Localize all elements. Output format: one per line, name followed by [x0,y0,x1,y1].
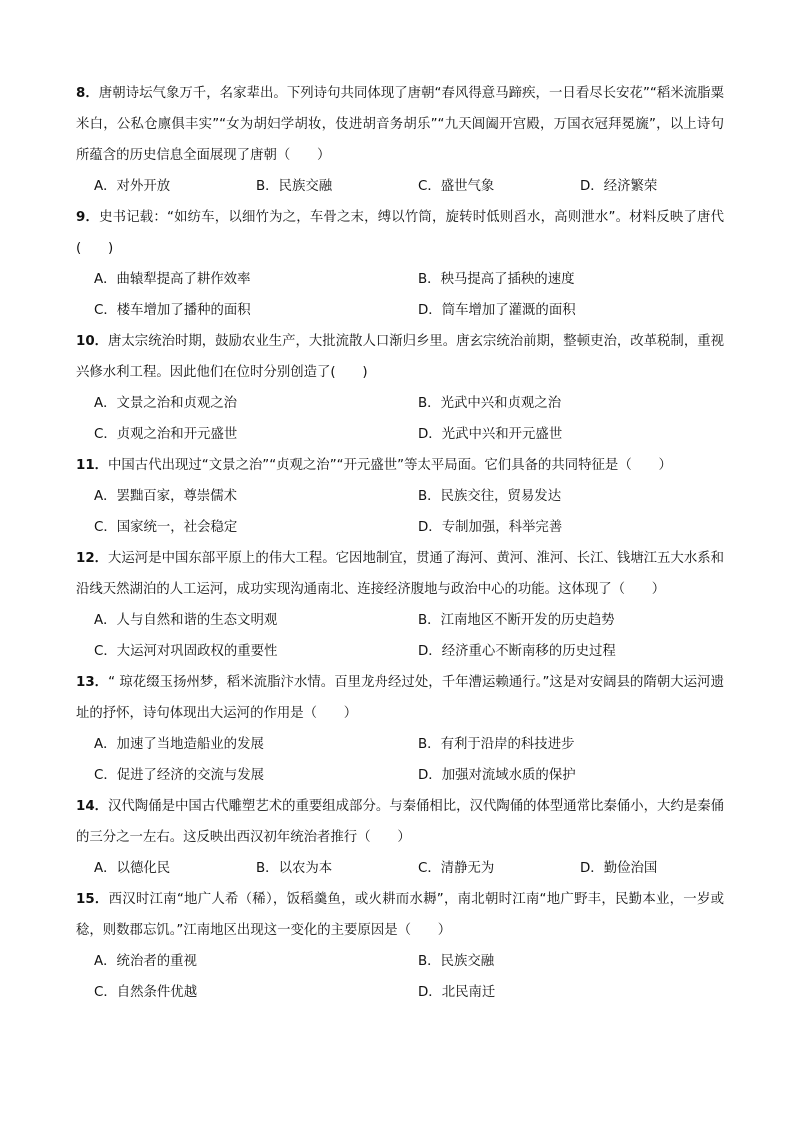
option-d[interactable]: D．筒车增加了灌溉的面积 [418,303,576,318]
question-stem: 大运河是中国东部平原上的伟大工程。它因地制宜，贯通了海河、黄河、淮河、长江、钱塘江五大水系和沿线天然湖泊的人工运河，成功实现沟通南北、连接经济腹地与政治中心的功能。这体现了（ ） [76,551,724,597]
question-stem: 唐朝诗坛气象万千，名家辈出。下列诗句共同体现了唐朝“春风得意马蹄疾，一日看尽长安花”“稻米流脂粟米白，公私仓廪俱丰实”“女为胡妇学胡妆，伎进胡音务胡乐”“九天阊阖开宫殿，万国衣冠拜冕旒”，以上诗句所蕴含的历史信息全面展现了唐朝（ ） [76,86,724,163]
option-d[interactable]: D．北民南迁 [418,985,496,1000]
option-d[interactable]: D．勤俭治国 [580,861,658,876]
option-c[interactable]: C．促进了经济的交流与发展 [94,768,265,783]
option-a[interactable]: A．曲辕犁提高了耕作效率 [94,272,251,287]
question-stem: 唐太宗统治时期，鼓励农业生产，大批流散人口渐归乡里。唐玄宗统治前期，整顿吏治，改革税制，重视兴修水利工程。因此他们在位时分别创造了( ) [76,334,724,380]
option-list [76,853,724,884]
option-list [76,264,724,326]
option-list [76,946,724,1008]
option-list [76,481,724,543]
option-b[interactable]: B．光武中兴和贞观之治 [418,396,562,411]
question-9 [76,202,724,326]
question-stem: 史书记载：“如纺车，以细竹为之，车骨之末，缚以竹筒，旋转时低则舀水，高则泄水”。材料反映了唐代( ) [76,210,724,256]
question-12 [76,543,724,667]
option-d[interactable]: D．经济繁荣 [580,179,658,194]
option-a[interactable]: A．对外开放 [94,179,171,194]
question-13 [76,667,724,791]
question-15 [76,884,724,1008]
question-number: 13． [76,675,109,690]
question-number: 15． [76,892,109,907]
option-c[interactable]: C．盛世气象 [418,179,495,194]
option-d[interactable]: D．经济重心不断南移的历史过程 [418,644,616,659]
option-b[interactable]: B．民族交融 [256,179,333,194]
option-b[interactable]: B．有利于沿岸的科技进步 [418,737,575,752]
question-number: 11． [76,458,109,473]
option-d[interactable]: D．光武中兴和开元盛世 [418,427,563,442]
option-a[interactable]: A．文景之治和贞观之治 [94,396,238,411]
option-list [76,729,724,791]
option-b[interactable]: B．以农为本 [256,861,333,876]
option-b[interactable]: B．秧马提高了插秧的速度 [418,272,575,287]
question-number: 12． [76,551,109,566]
option-c[interactable]: C．清静无为 [418,861,495,876]
question-10 [76,326,724,450]
option-a[interactable]: A．罢黜百家，尊崇儒术 [94,489,238,504]
option-a[interactable]: A．以德化民 [94,861,171,876]
question-stem: 中国古代出现过“文景之治”“贞观之治”“开元盛世”等太平局面。它们具备的共同特征是（ ） [108,458,672,473]
option-list [76,171,724,202]
question-number: 9． [76,210,100,225]
option-c[interactable]: C．自然条件优越 [94,985,198,1000]
option-c[interactable]: C．国家统一，社会稳定 [94,520,238,535]
question-8 [76,78,724,202]
option-a[interactable]: A．统治者的重视 [94,954,197,969]
question-stem: “ 琼花缀玉扬州梦，稻米流脂汴水情。百里龙舟经过处，千年漕运赖通行。”这是对安阔县的隋朝大运河遗址的抒怀，诗句体现出大运河的作用是（ ） [76,675,724,721]
option-d[interactable]: D．专制加强，科举完善 [418,520,563,535]
question-11 [76,450,724,543]
option-list [76,388,724,450]
question-number: 10． [76,334,109,349]
option-b[interactable]: B．江南地区不断开发的历史趋势 [418,613,615,628]
option-d[interactable]: D．加强对流域水质的保护 [418,768,576,783]
option-list [76,605,724,667]
option-b[interactable]: B．民族交往，贸易发达 [418,489,562,504]
option-c[interactable]: C．大运河对巩固政权的重要性 [94,644,278,659]
question-number: 8． [76,86,99,101]
option-a[interactable]: A．人与自然和谐的生态文明观 [94,613,278,628]
question-14 [76,791,724,884]
question-number: 14． [76,799,109,814]
question-stem: 西汉时江南“地广人希（稀），饭稻羹鱼，或火耕而水耨”，南北朝时江南“地广野丰，民勤本业，一岁或稔，则数郡忘饥。”江南地区出现这一变化的主要原因是（ ） [76,892,725,938]
option-a[interactable]: A．加速了当地造船业的发展 [94,737,264,752]
option-c[interactable]: C．楼车增加了播种的面积 [94,303,251,318]
question-stem: 汉代陶俑是中国古代雕塑艺术的重要组成部分。与秦俑相比，汉代陶俑的体型通常比秦俑小，大约是秦俑的三分之一左右。这反映出西汉初年统治者推行（ ） [76,799,724,845]
question-sheet [76,78,724,1008]
option-b[interactable]: B．民族交融 [418,954,495,969]
option-c[interactable]: C．贞观之治和开元盛世 [94,427,238,442]
